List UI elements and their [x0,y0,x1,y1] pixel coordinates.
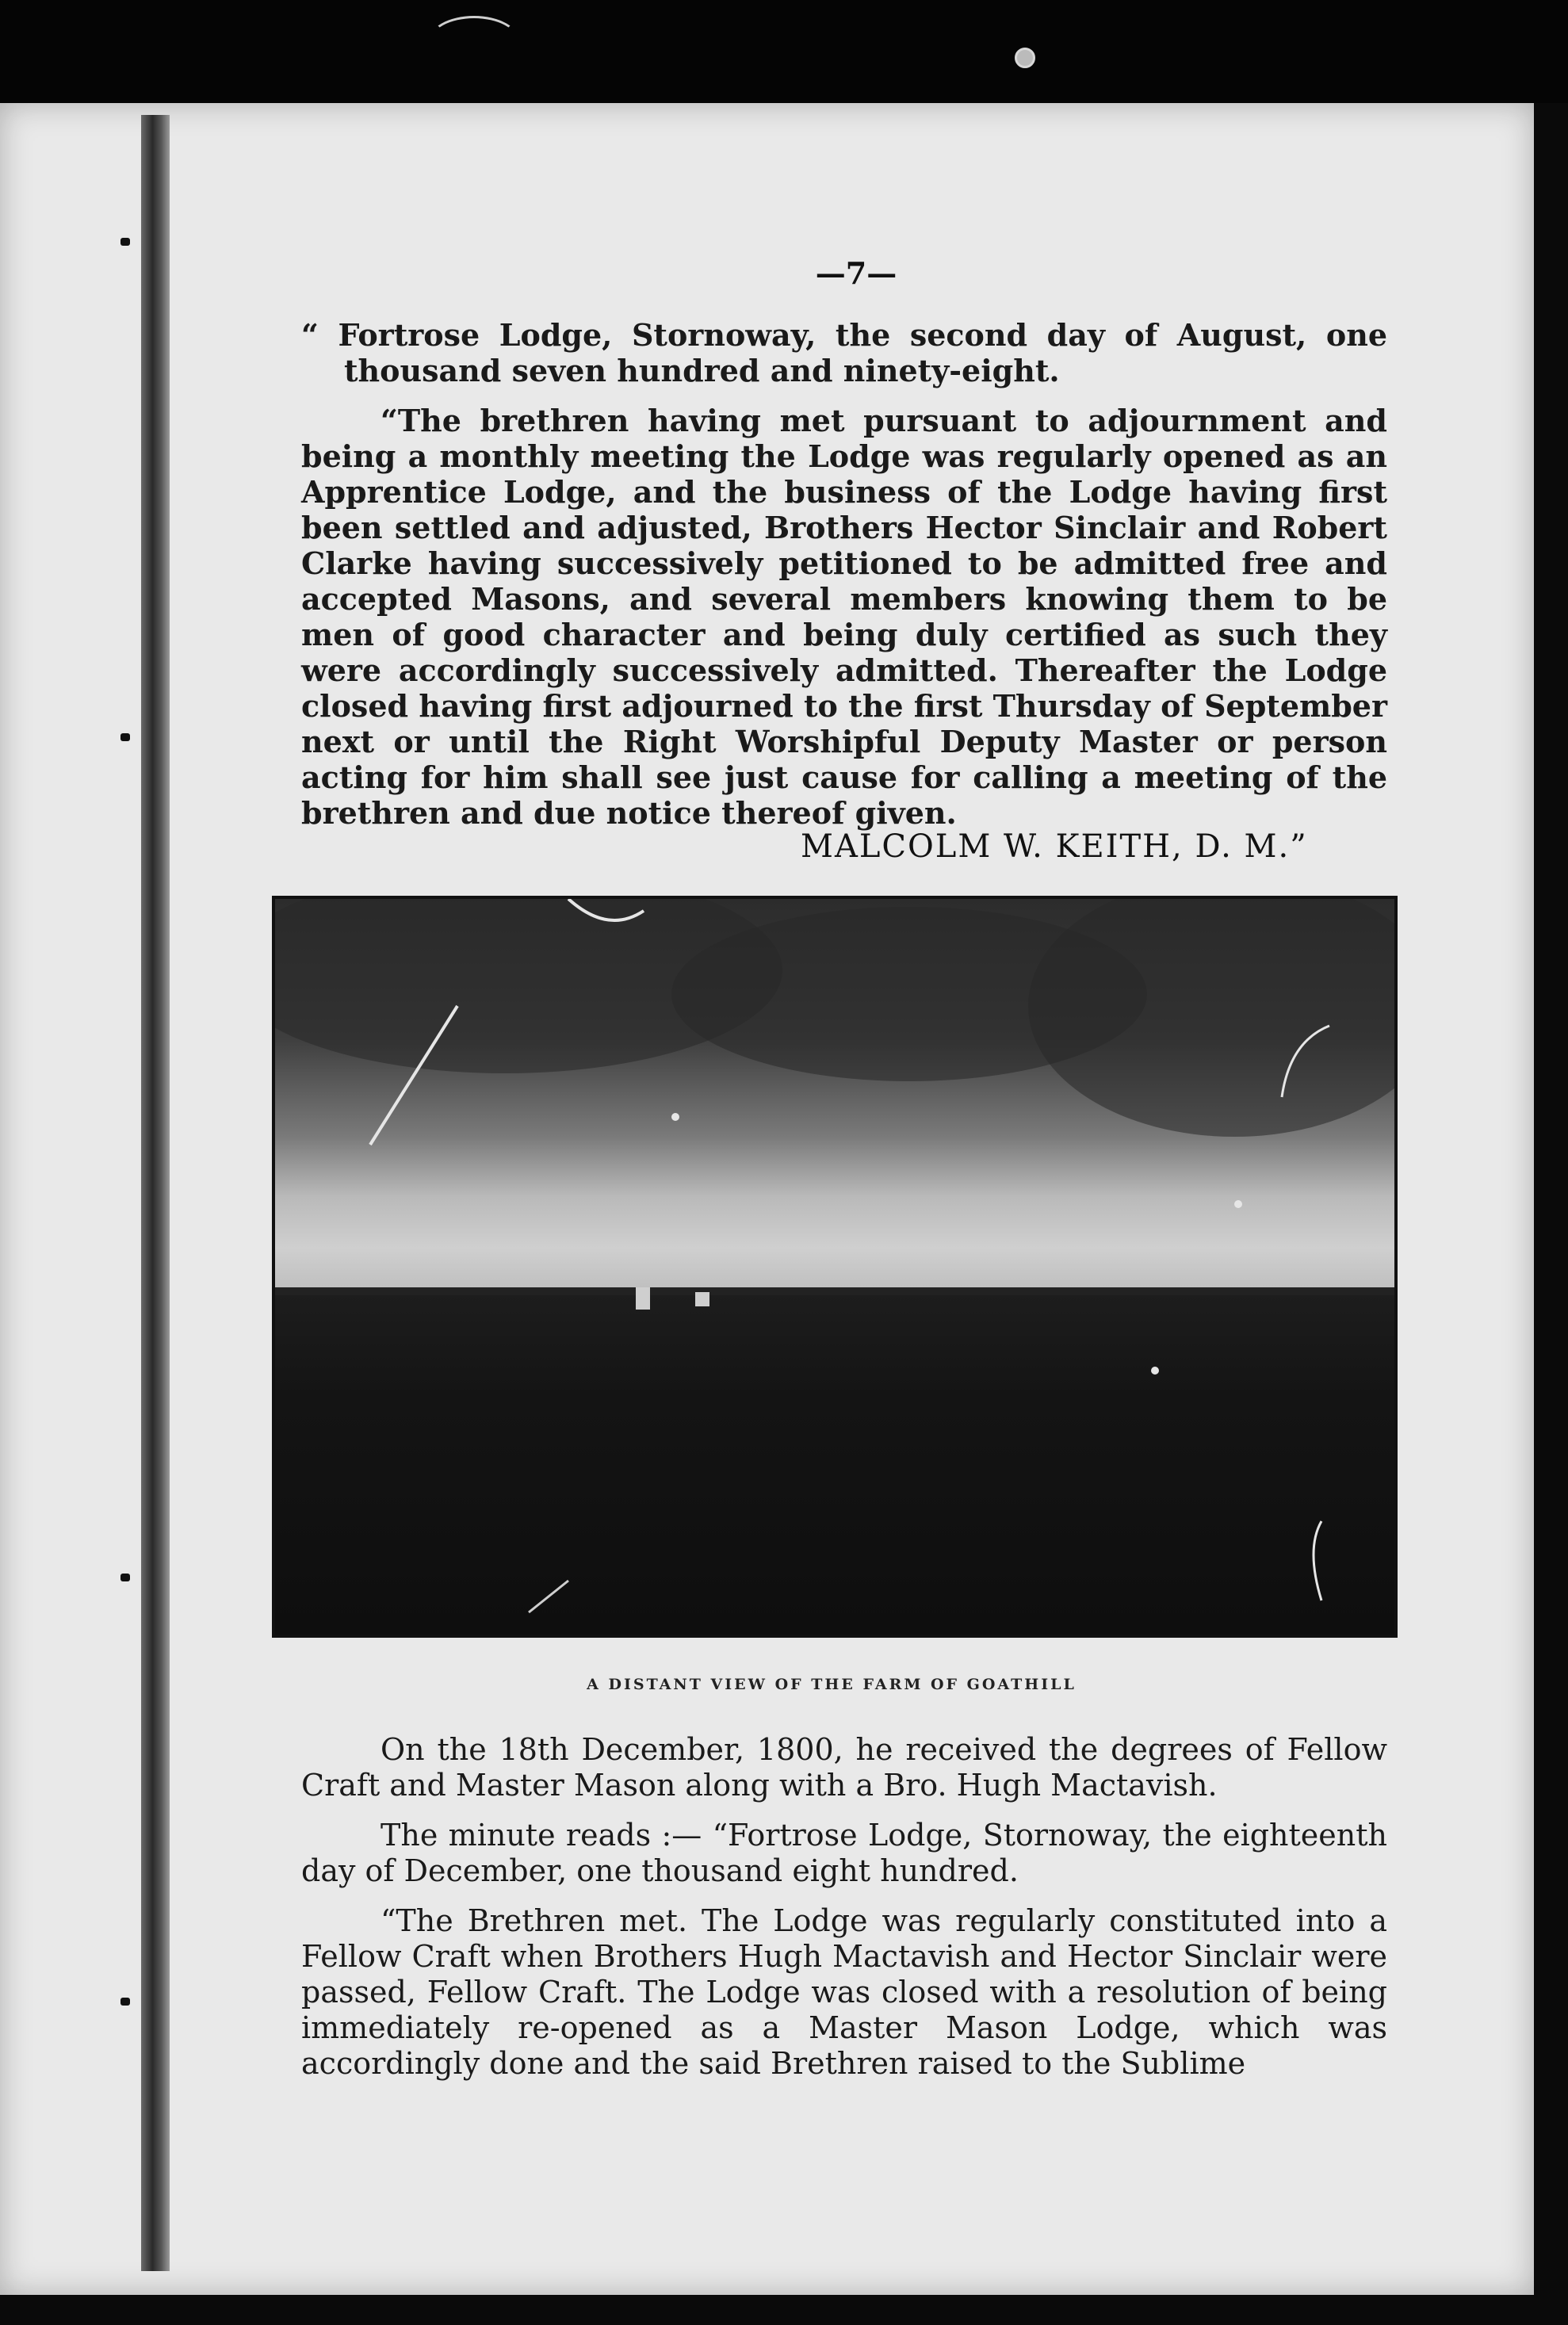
farm-photograph [272,896,1398,1638]
book-spine [141,115,170,2271]
minute-heading: “ Fortrose Lodge, Stornoway, the second day of August, one thousand seven hundred and ninety-eight. [301,317,1387,388]
paragraph-minute-intro: The minute reads :— “Fortrose Lodge, Stornoway, the eighteenth day of December, one thousand eight hundred. [301,1818,1387,1888]
scan-bottom-border [0,2295,1568,2325]
binding-mark [120,1574,130,1581]
page-number: —7— [815,255,897,291]
binding-mark [120,733,130,741]
signature-line: MALCOLM W. KEITH, D. M.” [801,828,1308,865]
scratch-mark [428,16,520,68]
minute-body: “The brethren having met pursuant to adjournment and being a monthly meeting the Lodge was regularly opened as an Apprentice Lodge, and the business of the Lodge having first been settled and adjusted, Brothers Hector Sinclair and Robert Clarke having successively petitioned to be admitted free and accepted Masons, and several members knowing them to be men of good character and being duly certified as such they were accordingly successively admitted. Thereafter the Lodge closed having first adjourned to the first Thursday of September next or until the Right Worshipful Deputy Master or person acting for him shall see just cause for calling a meeting of the brethren and due notice thereof given. [301,403,1387,831]
photo-caption: A DISTANT VIEW OF THE FARM OF GOATHILL [587,1676,1077,1693]
paragraph-degrees: On the 18th December, 1800, he received the degrees of Fellow Craft and Master Mason along with a Bro. Hugh Mactavish. [301,1732,1387,1803]
scan-right-border [1534,103,1568,2325]
scratch-mark [1015,48,1035,68]
binding-mark [120,1998,130,2006]
top-text-block [301,317,1387,831]
bottom-text-block [301,1732,1387,2082]
photo-scratches [275,899,1394,1635]
scan-top-border [0,0,1568,119]
binding-mark [120,238,130,246]
paragraph-minute-body: “The Brethren met. The Lodge was regularly constituted into a Fellow Craft when Brothers Hugh Mactavish and Hector Sinclair were passed, Fellow Craft. The Lodge was closed with a resolution of being immediately re-opened as a Master Mason Lodge, which was accordingly done and the said Brethren raised to the Sublime [301,1903,1387,2081]
